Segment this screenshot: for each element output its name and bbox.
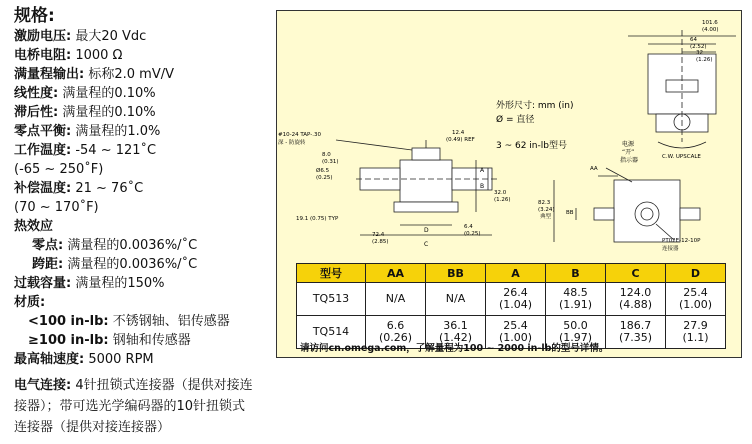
top-dim-64: 64 xyxy=(690,37,697,43)
spec-compensated-temp: 补偿温度: 21 ~ 76˚C xyxy=(14,181,144,196)
spec-zero-balance: 零点平衡: 满量程的1.0% xyxy=(14,124,161,139)
power-label-2: “开” xyxy=(622,149,635,156)
dim-64-in: (0.25) xyxy=(464,231,481,237)
table-cell: 124.0 (4.88) xyxy=(606,283,666,316)
dim-823-typ: 典型 xyxy=(540,214,552,220)
spec-column xyxy=(14,6,294,438)
spec-overload: 过载容量: 满量程的150% xyxy=(14,276,165,291)
dims-note: 外形尺寸: mm (in) xyxy=(496,101,574,111)
spec-thermal-effects: 热效应 xyxy=(14,219,54,234)
table-cell: TQ514 xyxy=(297,316,366,349)
dim-65: Ø6.5 xyxy=(316,168,330,174)
dimension-table xyxy=(296,263,726,349)
spec-full-scale-output: 满量程输出: 标称2.0 mV/V xyxy=(14,67,174,82)
table-header: D xyxy=(666,264,726,283)
spec-title: 规格: xyxy=(14,6,55,26)
spec-material-lt100: <100 in-lb: 不锈钢轴、铝传感器 xyxy=(28,314,230,329)
power-label: 电源 xyxy=(622,141,635,148)
table-cell: 6.6 (0.26) xyxy=(366,316,426,349)
spec-operating-temp-f: (-65 ~ 250˚F) xyxy=(14,162,104,177)
table-header: AA xyxy=(366,264,426,283)
sensor-top-side xyxy=(412,148,440,160)
top-dim-101-in: (4.00) xyxy=(702,27,719,33)
dim-32: 32.0 xyxy=(494,190,507,196)
spec-hysteresis: 滞后性: 满量程的0.10% xyxy=(14,105,156,120)
table-row xyxy=(297,283,726,316)
dim-64: 6.4 xyxy=(464,224,473,230)
dim-8: 8.0 xyxy=(322,152,331,158)
sensor-flange-side xyxy=(394,202,458,212)
table-cell: 25.4 (1.00) xyxy=(486,316,546,349)
table-cell: 25.4 (1.00) xyxy=(666,283,726,316)
dim-823-in: (3.24) xyxy=(538,207,555,213)
table-cell: 186.7 (7.35) xyxy=(606,316,666,349)
spec-material-ge100: ≥100 in-lb: 钢轴和传感器 xyxy=(28,333,191,348)
dim-65-in: (0.25) xyxy=(316,175,333,181)
table-cell: 27.9 (1.1) xyxy=(666,316,726,349)
cw-label: C.W. UPSCALE xyxy=(662,154,701,160)
tap-label: #10-24 TAP-.30 xyxy=(278,132,321,138)
spec-excitation: 激励电压: 最大20 Vdc xyxy=(14,29,147,44)
table-header: BB xyxy=(426,264,486,283)
spec-thermal-zero: 零点: 满量程的0.0036%/˚C xyxy=(32,238,198,253)
sensor-body-side xyxy=(400,160,452,202)
spec-connection: 电气连接: 4针扭锁式连接器（提供对接连 接器）；带可选光学编码器的10针扭锁式 连接器（提供对接连接器） xyxy=(14,378,253,435)
leader-tap xyxy=(336,140,412,150)
dim-8-in: (0.31) xyxy=(322,159,339,165)
shaft-front-right xyxy=(680,208,700,220)
label-d: D xyxy=(424,227,429,234)
dim-724-in: (2.85) xyxy=(372,239,389,245)
dim-191: 19.1 (0.75) TYP xyxy=(296,216,339,222)
table-cell: 36.1 (1.42) xyxy=(426,316,486,349)
top-dim-64-in: (2.52) xyxy=(690,44,707,50)
tap-label-2: 深 - 防旋转 xyxy=(278,140,306,146)
table-header-row xyxy=(297,264,726,283)
dim-724: 72.4 xyxy=(372,232,385,238)
table-cell: 50.0 (1.97) xyxy=(546,316,606,349)
top-dim-32-in: (1.26) xyxy=(696,57,713,63)
table-header: A xyxy=(486,264,546,283)
top-dim-101: 101.6 xyxy=(702,20,718,26)
model-note: 3 ~ 62 in-lb型号 xyxy=(496,141,567,151)
table-cell: 26.4 (1.04) xyxy=(486,283,546,316)
label-a: A xyxy=(480,167,485,174)
table-header: 型号 xyxy=(297,264,366,283)
diameter-note: Ø = 直径 xyxy=(496,115,535,125)
table-cell: N/A xyxy=(366,283,426,316)
spec-compensated-temp-f: (70 ~ 170˚F) xyxy=(14,200,99,215)
connector-front xyxy=(635,202,659,226)
footnote: 请访问cn.omega.com，了解量程为100 ~ 2000 in-lb的型号详情。 xyxy=(300,343,609,354)
spec-thermal-span: 跨距: 满量程的0.0036%/˚C xyxy=(32,257,198,272)
label-b: B xyxy=(480,183,485,190)
dim-823: 82.3 xyxy=(538,200,551,206)
power-label-3: 指示器 xyxy=(620,157,639,164)
label-bb: BB xyxy=(566,210,574,216)
connector-label-2: 连接器 xyxy=(662,246,679,252)
dimension-drawing xyxy=(276,10,742,260)
spec-max-speed: 最高轴速度: 5000 RPM xyxy=(14,352,154,367)
label-c: C xyxy=(424,241,429,248)
shaft-front-left xyxy=(594,208,614,220)
table-cell: N/A xyxy=(426,283,486,316)
table-header: B xyxy=(546,264,606,283)
connector-label: PT02E-12-10P xyxy=(662,238,701,244)
table-cell: TQ513 xyxy=(297,283,366,316)
dim-32-in: (1.26) xyxy=(494,197,511,203)
ref-label-2: (0.49) REF xyxy=(446,137,475,143)
spec-material: 材质: xyxy=(14,295,46,310)
spec-linearity: 线性度: 满量程的0.10% xyxy=(14,86,156,101)
table-cell: 48.5 (1.91) xyxy=(546,283,606,316)
label-aa: AA xyxy=(590,166,598,172)
spec-operating-temp: 工作温度: -54 ~ 121˚C xyxy=(14,143,157,158)
spec-bridge-resistance: 电桥电阻: 1000 Ω xyxy=(14,48,123,63)
table-header: C xyxy=(606,264,666,283)
cw-arrow xyxy=(658,142,706,148)
ref-label: 12.4 xyxy=(452,130,465,136)
top-dim-32: 32 xyxy=(696,50,703,56)
